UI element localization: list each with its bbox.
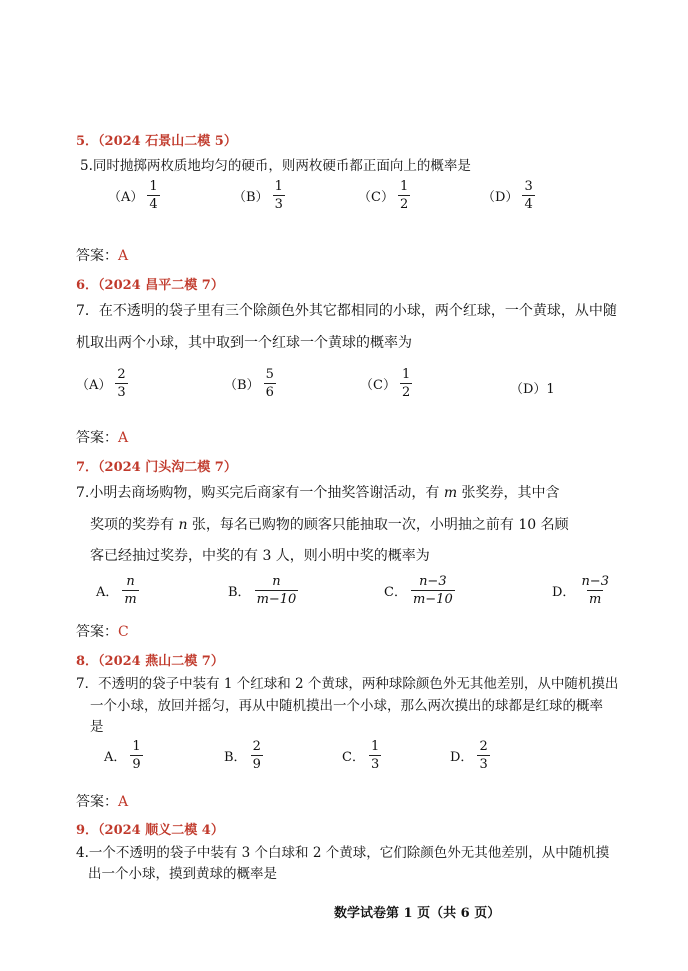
q5-option-b: （B） $\frac{1}{3}$ [233,179,283,212]
q5-answer: 答案：A [76,248,129,264]
q6-option-c: （C） $\frac{1}{2}$ [360,367,411,400]
q8-header: 8．（2024 燕山二模 7） [76,654,224,669]
q5-option-a: （A） $\frac{1}{4}$ [108,179,158,212]
page-footer: 数学试卷第 1 页（共 6 页） [334,906,501,921]
q7-stem-line1: 7.小明去商场购物，购买完后商家有一个抽奖答谢活动，有 m 张奖券，其中含 [76,485,560,501]
q7-option-a: A． $\frac{n}{m}$ [96,574,137,607]
q7-option-b: B． $\frac{n}{m-10}$ [228,574,297,607]
q6-answer: 答案：A [76,430,129,446]
q5-option-d: （D） $\frac{3}{4}$ [482,179,533,212]
q7-option-d: D． $\frac{n-3}{m}$ [552,574,609,607]
q8-option-a: A． $\frac{1}{9}$ [104,739,141,772]
q8-stem-line2: 一个小球，放回并摇匀，再从中随机摸出一个小球，那么两次摸出的球都是红球的概率 [90,698,603,714]
q6-stem-line1: 7．在不透明的袋子里有三个除颜色外其它都相同的小球，两个红球，一个黄球，从中随 [76,303,617,319]
q7-option-c: C． $\frac{n-3}{m-10}$ [384,574,453,607]
footer-total-pages: 6 [460,906,470,921]
q5-option-c: （C） $\frac{1}{2}$ [358,179,409,212]
q8-option-d: D． $\frac{2}{3}$ [450,739,488,772]
q8-stem-line3: 是 [90,719,104,735]
q7-answer: 答案：C [76,624,129,640]
q8-option-c: C． $\frac{1}{3}$ [342,739,380,772]
q8-answer: 答案：A [76,794,129,810]
q5-stem: 5.同时抛掷两枚质地均匀的硬币，则两枚硬币都正面向上的概率是 [80,158,471,174]
q7-stem-line3: 客已经抽过奖券，中奖的有 3 人，则小明中奖的概率为 [90,548,430,564]
q9-header: 9．（2024 顺义二模 4） [76,823,224,838]
q6-header: 6．（2024 昌平二模 7） [76,278,224,293]
q8-option-b: B． $\frac{2}{9}$ [224,739,261,772]
q7-stem-line2: 奖项的奖券有 n 张，每名已购物的顾客只能抽取一次，小明抽之前有 10 名顾 [90,517,569,533]
footer-page-number: 1 [403,906,413,921]
q9-stem-line2: 出一个小球，摸到黄球的概率是 [88,866,277,882]
q6-option-b: （B） $\frac{5}{6}$ [224,367,274,400]
q9-stem-line1: 4.一个不透明的袋子中装有 3 个白球和 2 个黄球，它们除颜色外无其他差别，从中随机摸 [76,845,610,861]
q7-header: 7．（2024 门头沟二模 7） [76,460,237,475]
q6-stem-line2: 机取出两个小球，其中取到一个红球一个黄球的概率为 [76,335,412,351]
q6-option-d: （D）1 [510,382,555,397]
q5-header: 5．（2024 石景山二模 5） [76,134,237,149]
q6-option-a: （A） $\frac{2}{3}$ [76,367,126,400]
q8-stem-line1: 7．不透明的袋子中装有 1 个红球和 2 个黄球，两种球除颜色外无其他差别，从中随机摸出 [76,676,619,692]
